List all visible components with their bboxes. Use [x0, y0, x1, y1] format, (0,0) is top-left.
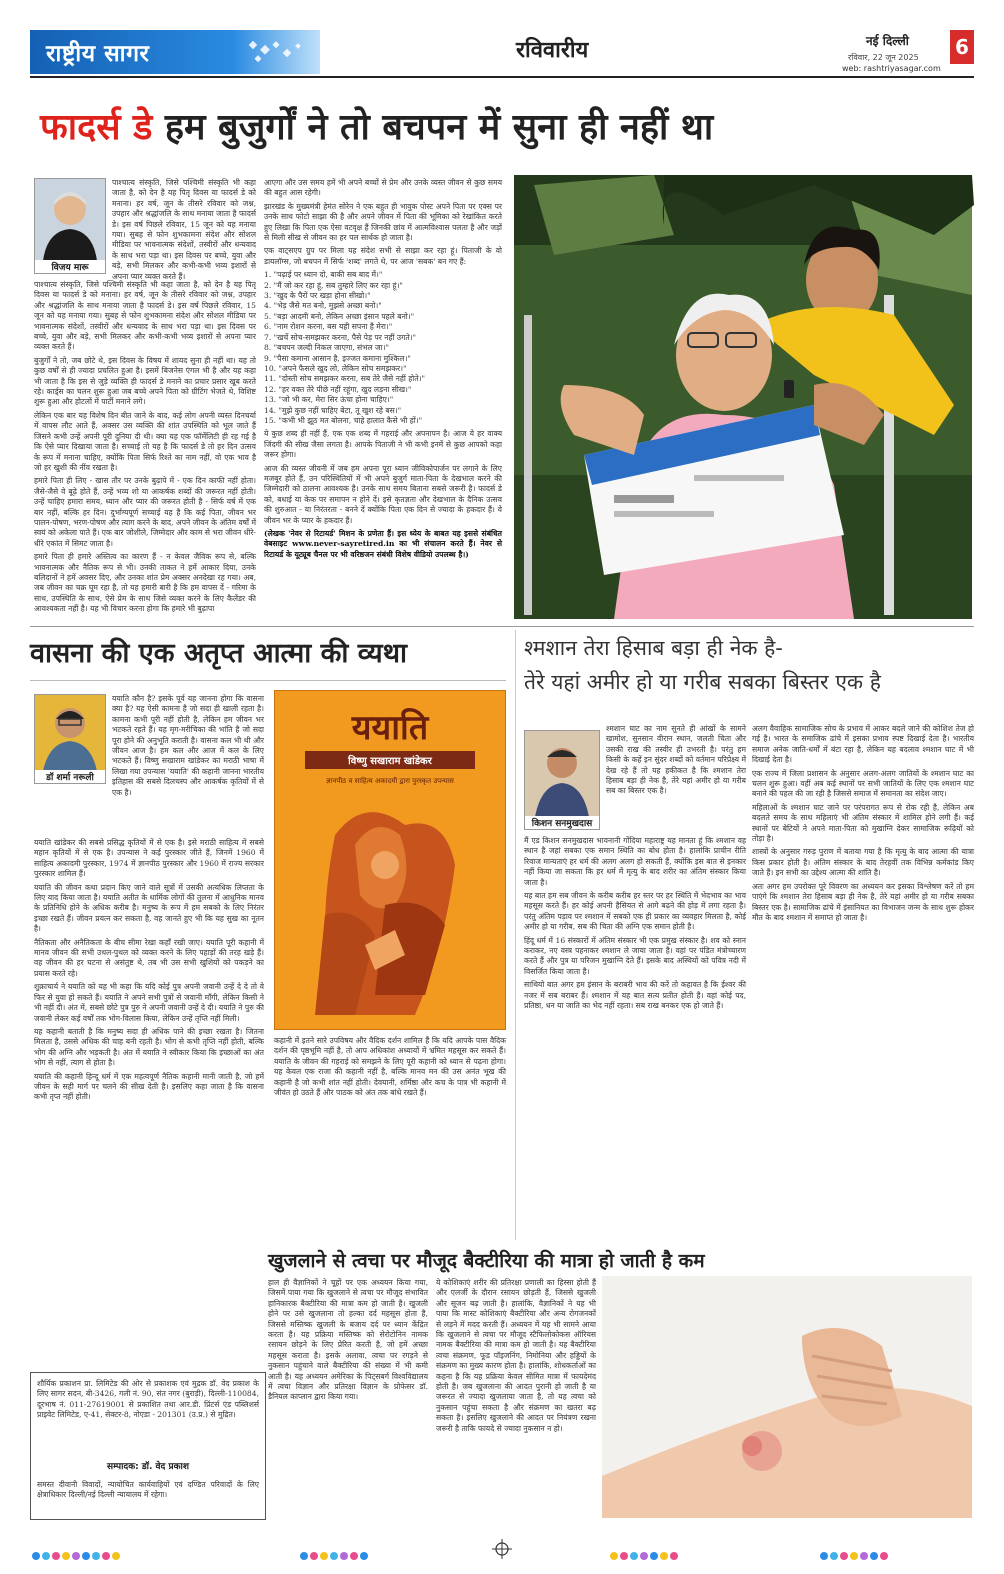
- itch-column1: हाल ही वैज्ञानिकों ने चूहों पर एक अध्ययन किया गया, जिसमें पाया गया कि खुजलाने से त्वचा पर मौजूद संभावित हानिकारक बैक्टीरिया की मात्रा कम हो जाती है। खुजली होने पर उसे खुजलाना तो हल्का दर्द महसूस होता है, जिससे मस्तिष्क खुजली के बजाय दर्द पर ध्यान केंद्रित करता है। यह प्रक्रिया मस्तिष्क को सेरोटोनिन नामक रसायन छोड़ने के लिए प्रेरित करती है, जो हमें अच्छा महसूस कराता है। इसके अलावा, त्वचा पर रगड़ने से नुकसान पहुंचाने वाले बैक्टीरिया की संख्या में भी कमी आती है। यह अध्ययन अमेरिका के पिट्सबर्ग विश्वविद्यालय में त्वचा विज्ञान और प्रतिरक्षा विज्ञान के प्रोफेसर डॉ. डैनियल काप्लान द्वारा किया गया।: [268, 1278, 428, 1402]
- paragraph: पाश्चात्य संस्कृति, जिसे पश्चिमी संस्कृति भी कहा जाता है, को देन है यह पितृ दिवस या फादर्स डे को मनाना। हर वर्ष, जून के तीसरे रविवार को जश्न, उपहार और श्रद्धांजलि के साथ मनाया जाता है फादर्स डे। इस वर्ष पिछले रविवार, 15 जून को यह मनाया गया। सुबह से फोन शुभकामना संदेश और सोशल मीडिया पर भावनात्मक संदेशों, तस्वीरों और धन्यवाद के साथ भरा पड़ा था। इस दिवस पर बच्चे, युवा और बड़े, सभी मिलकर और कभी-कभी भव्य इशारों से अपना प्यार व्यक्त करते हैं।: [112, 178, 256, 281]
- list-item: 12. "हर वक्त तेरे पीछे नहीं रहूंगा, खुद लड़ना सीख।": [264, 384, 412, 394]
- disclaimer: समस्त दीवानी विवादों, न्यायोचित कार्यवाहियों एवं दण्डित परिवादों के लिए क्षेत्राधिकार दिल्ली/नई दिल्ली न्यायालय में रहेगा।: [37, 1480, 259, 1500]
- author-caption: किशन सनमुखदास: [525, 816, 599, 829]
- headline-dark-part: हम बुजुर्गों ने तो बचपन में सुना ही नहीं था: [164, 107, 714, 148]
- paragraph: ययाति खांडेकर की सबसे प्रसिद्ध कृतियों में से एक है। इसे मराठी साहित्य में सबसे महान कृतियों में से एक है। उपन्यास ने कई पुरस्कार जीते हैं, जिनमें 1960 में साहित्य अकादमी पुरस्कार, 1974 में ज्ञानपीठ पुरस्कार और 1960 में राज्य सरकार पुरस्कार शामिल हैं।: [34, 838, 264, 879]
- list-item: 4. "भेड़ जैसे मत बनो, मुझसे अच्छा बनो।": [264, 301, 382, 311]
- yayati-book-cover: [274, 690, 506, 1030]
- section-divider: [30, 626, 974, 627]
- fathers-day-headline: [40, 100, 970, 156]
- yayati-intro: ययाति कौन है? इसके पूर्व यह जानना होगा कि वासना क्या है? यह ऐसी कामना है जो सदा ही खाली रहता है। कामना कभी पूरी नहीं होती है, लेकिन हम जीवन भर भटकते रहते हैं। यह मृग-मरीचिका की भांति है जो सदा पूरा होने की अनुभूति कराती है। वासना कल भी थी और जीवन आज है। हम कल और आज में कल के लिए भटकते हैं। विष्णु सखाराम खांडेकर का मराठी भाषा में लिखा गया उपन्यास 'ययाति' की कहानी जानना भारतीय इतिहास की सबसे दिलचस्प और आकर्षक कृतियों में से एक है।: [112, 694, 264, 797]
- paragraph: मैं एड किशन सनमुखदास भावनानी गोंदिया महाराष्ट्र यह मानता हूं कि श्मशान वह स्थान है जहां सबका एक समान स्थिति का बोध होता है। हालांकि प्राचीन रीति रिवाज मान्यताएं हर धर्म की अलग अलग हो सकती हैं, क्योंकि इस बात से इनकार नहीं किया जा सकता कि हर धर्म में मृत्यु के बाद शरीर का अंतिम संस्कार किया जाता है।: [524, 836, 746, 887]
- paragraph: एक राज्य में जिला प्रशासन के अनुसार अलग-अलग जातियों के श्मशान घाट का चलन शुरू हुआ। वहीं अब कई स्थानों पर सभी जातियों के लिए एक श्मशान घाट बनाने की पहल की जा रही है जिससे समाज में समानता का संदेश जाए।: [752, 768, 974, 799]
- author-caption: विजय मारू: [35, 260, 105, 273]
- page-number-badge: 6: [950, 30, 974, 64]
- masthead-city: नई दिल्ली: [866, 34, 909, 48]
- vertical-rule: [515, 630, 516, 1240]
- paragraph: ये कुछ शब्द ही नहीं हैं, एक एक शब्द में गहराई और अपनापन है। आज ये हर वाक्य जिंदगी की सीख जैसा लगता है। आपके पिताजी ने भी कभी इनमें से कुछ आपको कहा जरूर होगा।: [264, 429, 502, 460]
- paragraph: ययाति की जीवन कथा प्रदान किए जाने वाले सूत्रों में उसकी अत्यधिक लिप्तता के लिए याद किया जाता है। ययाति अतीत के धार्मिक लोगों की तुलना में आधुनिक मानव के प्रतिनिधि होने के अधिक करीब है। मनुष्य के रूप में हम सबको के लिए निरंतर इच्छा रखते हैं। जीवन प्रयत्न कर सकता है, वह जानते हुए भी कि यह सुख का नूतन है।: [34, 882, 264, 934]
- author-caption: डॉ शर्मा नरूली: [35, 770, 105, 783]
- father-son-photo: [514, 175, 972, 619]
- shamshan-column1: [524, 836, 746, 1240]
- paragraph: अतः अगर हम उपरोक्त पूरे विवरण का अध्ययन कर इसका विश्लेषण करें तो हम पाएंगे कि श्मशान तेरा हिसाब बड़ा ही नेक है, तेरे यहां अमीर हो या गरीब सबका बिस्तर एक है। सामाजिक ढांचे में इंसानियत का विभाजन जन्म के साथ शुरू होकर मौत के बाद श्मशान में समाप्त हो जाता है।: [752, 881, 974, 922]
- article1-column2: [264, 178, 502, 620]
- masthead-rule: [30, 76, 974, 78]
- masthead: [30, 30, 974, 74]
- list-item: 6. "नाम रोशन करना, बस यही सपना है मेरा।": [264, 322, 393, 332]
- itch-headline: खुजलाने से त्वचा पर मौजूद बैक्टीरिया की मात्रा हो जाती है कम: [268, 1250, 705, 1272]
- paragraph: यह कहानी बताती है कि मनुष्य सदा ही अधिक पाने की इच्छा रखता है। जितना मिलता है, उससे अधिक की चाह बनी रहती है। भोग से कभी तृप्ति नहीं होती, बल्कि भोग की अग्नि और भड़कती है। अंत में ययाति ने स्वीकार किया कि इच्छाओं का अंत भोग से नहीं, त्याग से होता है।: [34, 1026, 264, 1068]
- paragraph: शुक्राचार्य ने ययाति को यह भी कहा कि यदि कोई पुत्र अपनी जवानी उन्हें दे दे तो वे फिर से युवा हो सकते हैं। ययाति ने अपने सभी पुत्रों से जवानी माँगी, लेकिन किसी ने भी नहीं दी। अंत में, सबसे छोटे पुत्र पुरु ने अपनी जवानी उन्हें दे दी। ययाति ने पुरु की जवानी लेकर कई वर्षों तक भोग-विलास किया, लेकिन उन्हें तृप्ति नहीं मिली।: [34, 982, 264, 1023]
- paragraph: पाश्चात्य संस्कृति, जिसे पश्चिमी संस्कृति भी कहा जाता है, को देन है यह पितृ दिवस या फादर्स डे को मनाना। हर वर्ष, जून के तीसरे रविवार को जश्न, उपहार और श्रद्धांजलि के साथ मनाया जाता है फादर्स डे। इस वर्ष पिछले रविवार, 15 जून को यह मनाया गया। सुबह से फोन शुभकामना संदेश और सोशल मीडिया पर भावनात्मक संदेशों, तस्वीरों और धन्यवाद के साथ भरा पड़ा था। इस दिवस पर बच्चे, युवा और बड़े, सभी मिलकर और कभी-कभी भव्य इशारों से अपना प्यार व्यक्त करते हैं।: [34, 280, 256, 352]
- list-item: 3. "खुद के पैरों पर खड़ा होना सीखो।": [264, 291, 371, 301]
- list-item: 15. "कभी भी झूठ मत बोलना, चाहे हालात कैसे भी हों।": [264, 415, 423, 425]
- yayati-body: [34, 838, 264, 1364]
- list-item: 11. "दोस्ती सोच समझकर करना, सब तेरे जैसे नहीं होते।": [264, 374, 425, 384]
- paragraph: श्मशान घाट का नाम सुनते ही आंखों के सामने खामोश, सुनसान वीरान स्थान, जलती चिता और उसकी राख की तस्वीर ही उभरती है। परंतु हम किसी के कहें इन सुंदर शब्दों को वर्तमान परिप्रेक्ष्य में देख रहे हैं तो यह हकीकत है कि श्मशान तेरा हिसाब बड़ा ही नेक है, तेरे यहां अमीर हो या गरीब सब का बिस्तर एक है।: [606, 724, 746, 796]
- paragraph: शास्त्रों के अनुसार गरुड़ पुराण में बताया गया है कि मृत्यु के बाद आत्मा की यात्रा किस प्रकार होती है। अंतिम संस्कार के बाद तेरहवीं तक विभिन्न कर्मकांड किए जाते हैं। इन सभी का उद्देश्य आत्मा की शांति है।: [752, 847, 974, 878]
- yayati-headline: वासना की एक अतृप्त आत्मा की व्यथा: [30, 638, 407, 669]
- imprint-text: शौर्यिक प्रकाशन प्रा. लिमिटेड की ओर से प्रकाशक एवं मुद्रक डॉ. वेद प्रकाश के लिए सागर सदन, बी-3426, गली नं. 90, संत नगर (बुराड़ी), दिल्ली-110084, दूरभाष नं. 011-27619001 से प्रकाशित तथा आर.डी. प्रिंटर्स एंड पब्लिशर्स प्राइवेट लिमिटेड, ए-41, सेक्टर-8, नोएडा - 201301 (उ.प्र.) से मुद्रित।: [37, 1379, 259, 1420]
- book-author: विष्णु सखाराम खांडेकर: [348, 756, 432, 767]
- footer-dots-center: [300, 1545, 370, 1564]
- author-note: (लेखक 'नेवर से रिटायर्ड' मिशन के प्रणेता हैं। इस ध्येय के बाबत यह इससे संबंधित वेबसाइट www.never-sayretired.in का भी संचालन करते हैं। नेवर से रिटायर्ड के यूट्यूब चैनल पर भी वरिष्ठजन संबंधी विशेष वीडियो उपलब्ध है।): [264, 529, 502, 559]
- shamshan-headline-line1: श्मशान तेरा हिसाब बड़ा ही नेक है-: [524, 636, 783, 660]
- itch-column2: ये कोशिकाएं शरीर की प्रतिरक्षा प्रणाली का हिस्सा होती हैं और एलर्जी के दौरान रसायन छोड़ती हैं, जिससे खुजली और सूजन बढ़ जाती है। हालांकि, वैज्ञानिकों ने यह भी पाया कि मास्ट कोशिकाएं बैक्टीरिया और अन्य रोगजनकों से लड़ने में मदद करती हैं। अध्ययन में यह भी सामने आया कि खुजलाने से त्वचा पर मौजूद स्टैफिलोकोकस ऑरियस नामक बैक्टीरिया की मात्रा कम हो जाती है। यह बैक्टीरिया त्वचा संक्रमण, फूड पॉइजनिंग, निमोनिया और हड्डियों के संक्रमण का मुख्य कारण होता है। हालांकि, शोधकर्ताओं का कहना है कि यह प्रक्रिया केवल सीमित मात्रा में फायदेमंद होती है। जब खुजलाना की आदत पुरानी हो जाती है या जरूरत से ज्यादा खुजलाया जाता है, तो यह त्वचा को नुकसान पहुंचा सकता है और संक्रमण का खतरा बढ़ सकता है। इसलिए खुजलाने की आदत पर नियंत्रण रखना जरूरी है ताकि फायदे से ज्यादा नुकसान न हो।: [436, 1278, 596, 1433]
- author-photo-yayati-reviewer: [34, 694, 106, 784]
- masthead-section-name: रविवारीय: [516, 38, 589, 63]
- list-item: 13. "जो भी कर, मेरा सिर ऊंचा होना चाहिए।": [264, 395, 394, 405]
- paragraph: बुजुर्गों ने तो, जब छोटे थे, इस दिवस के विषय में शायद सुना ही नहीं था। यह तो कुछ वर्षों से ही ज्यादा प्रचलित हुआ है। इसमें बिजनेस एंगल भी है और यह कहा भी जाता है कि इस से जुड़े व्यक्ति ही फादर्स डे मनाने का प्रचार प्रसार खूब करते रहे। कार्ड्स का चलन शुरू हुआ जब बच्चे अपने पिता को ग्रीटिंग भेजते थे, विशिष्ट शुरू हुआ और होटलों में पार्टी मनाने लगे।: [34, 355, 256, 407]
- paragraph: आएगा और उस समय हमें भी अपने बच्चों से प्रेम और उनके व्यस्त जीवन से कुछ समय की बहुत आस रहेगी।: [264, 178, 502, 198]
- shamshan-column2: [752, 724, 974, 1240]
- masthead-brand-band: [30, 30, 320, 74]
- paragraph: नैतिकता और अनैतिकता के बीच सीमा रेखा कहाँ रखी जाए। ययाति पूरी कहानी में मानव जीवन की सभी उथल-पुथल को व्यक्त करने के लिए पहाड़ों की तरह खड़े हैं। वह जीवन की हर घटना से असंतुष्ट थे, तब भी उस सभी खुशियों को पकड़ने का प्रयास करते रहे।: [34, 937, 264, 978]
- list-item: 7. "खर्चे सोच-समझकर करना, पैसे पेड़ पर नहीं उगते।": [264, 332, 417, 342]
- shamshan-column1-top: [606, 724, 746, 834]
- shamshan-headline-line2: तेरे यहां अमीर हो या गरीब सबका बिस्तर एक है: [524, 670, 881, 694]
- paragraph: एक वाट्सएप ग्रुप पर मिला यह संदेश सभी से साझा कर रहा हूं। पिताजी के वो डायलॉग्स, जो बचपन में सिर्फ 'शब्द' लगते थे, पर आज 'सबक' बन गए हैं:: [264, 246, 502, 266]
- registration-mark-icon: [492, 1539, 512, 1563]
- masthead-web: web: rashtriyasagar.com: [842, 64, 941, 73]
- itching-arm-photo: [602, 1276, 972, 1518]
- paragraph: हमारे पिता ही लिए - खास तौर पर उनके बुढ़ापे में - एक दिन काफी नहीं होता। जैसे-जैसे वे बूढ़े होते हैं, उन्हें भव्य शो या आकर्षक शब्दों की जरूरत नहीं होती। उन्हें चाहिए हमारा समय, ध्यान और प्यार की जरूरत होती है - सिर्फ वर्ष में एक बार नहीं, बल्कि हर दिन। दुर्भाग्यपूर्ण सच्चाई यह है कि कई पिता, जीवन भर पालन-पोषण, भरण-पोषण और त्याग करने के बाद, अपने जीवन के अंतिम वर्षों में स्वयं को अकेला पाते हैं। एक बार जोशीले, जिम्मेदार और काम से भरा जीवन धीरे-धीरे एकांत में सिमट जाता है।: [34, 476, 256, 548]
- author-photo-vijay-maru: [34, 178, 106, 274]
- list-item: 9. "पैसा कमाना आसान है, इज्जत कमाना मुश्किल।": [264, 353, 411, 363]
- imprint-box: [30, 1372, 266, 1520]
- dialogue-list: [264, 270, 502, 426]
- author-photo-kishan: [524, 730, 600, 830]
- paragraph: हमारे पिता ही हमारे अस्तित्व का कारण हैं - न केवल जैविक रूप से, बल्कि भावनात्मक और नैतिक रूप से भी। उनकी ताकत ने हमें आकार दिया, उनके बलिदानों ने हमें अवसर दिए, और उनका शांत प्रेम अक्सर अनदेखा रह गया। अब, जब जीवन का चक्र घूम रहा है, तो यह हमारी बारी है कि हम वापस दें - गरिमा के साथ, उपस्थिति के साथ, ऐसे प्रेम के साथ जिसे व्यक्त करने के लिए कैलेंडर की आवश्यकता नहीं है। यह भी विचार करना होगा कि हमारे भी बुढ़ापा: [34, 552, 256, 614]
- headline-underline: [30, 680, 506, 681]
- paragraph: साथियो बात अगर हम इंसान के बराबरी भाव की करें तो कहावत है कि ईश्वर की नजर में सब बराबर हैं। श्मशान में यह बात सत्य प्रतीत होती है। वहां कोई पद, प्रतिष्ठा, धन या जाति का भेद नहीं रहता। सब राख बनकर एक हो जाते हैं।: [524, 980, 746, 1011]
- paragraph: यह बात हम सब जीवन के करीब करीब हर स्तर पर हर स्थिति में भेदभाव का भाव महसूस करते हैं। हर कोई अपनी हैसियत से आगे बढ़ने की होड़ में लगा रहता है। परंतु अंतिम पड़ाव पर श्मशान में सबको एक ही प्रकार का व्यवहार मिलता है, कोई अमीर हो या गरीब, सब की चिता की अग्नि एक समान होती है।: [524, 891, 746, 932]
- masthead-diamond-pattern: [240, 36, 310, 68]
- footer-dots-left: [32, 1545, 122, 1564]
- yayati-mid-text: कहानी में इतने सारे उपविषय और वैदिक दर्शन शामिल हैं कि यदि आपके पास वैदिक दर्शन की पृष्ठभूमि नहीं है, तो आप अधिकांश अध्यायों में भ्रमित महसूस कर सकते हैं। ययाति के जीवन की गहराई को समझने के लिए पूरी कहानी को ध्यान से पढ़ना होगा। यह केवल एक राजा की कहानी नहीं है, बल्कि मानव मन की उस अनंत भूख की कहानी है जो कभी शांत नहीं होती। देवयानी, शर्मिष्ठा और कच के पात्र भी कहानी में जीवंत हो उठते हैं और पाठक को अंत तक बांधे रखते हैं।: [274, 1036, 506, 1098]
- paragraph: ययाति की कहानी हिन्दू धर्म में एक महत्वपूर्ण नैतिक कहानी मानी जाती है, जो हमें जीवन के सही मार्ग पर चलने की सीख देती है। इसलिए कहा जाता है कि वासना कभी तृप्त नहीं होती।: [34, 1071, 264, 1102]
- list-item: 10. "अपने फैसले खुद लो, लेकिन सोच समझकर।": [264, 363, 407, 373]
- list-item: 2. "मैं जो कर रहा हूं, सब तुम्हारे लिए कर रहा हूं।": [264, 280, 403, 290]
- headline-red-part: फादर्स डे: [40, 107, 153, 148]
- book-tagline: ज्ञानपीठ व साहित्य अकादमी द्वारा पुरस्कृत उपन्यास: [326, 777, 454, 785]
- footer-dots-mid-right: [610, 1545, 680, 1564]
- paragraph: आज की व्यस्त जीवनी में जब हम अपना पूरा ध्यान जीविकोपार्जन पर लगाने के लिए मजबूर होते हैं, उन परिस्थितियों में भी अपने बुजुर्ग माता-पिता के देखभाल करने की जिम्मेदारी को ठालना आवश्यक है। उनके साथ समय बिताना सबसे जरूरी है। फादर्स डे को, बधाई या केक पर समापन न होने दें। इसे कृतज्ञता और देखभाल के दैनिक उत्सव की शुरुआत - या निरंतरता - बनने दें क्योंकि पिता एक दिन से ज्यादा के हकदार हैं। वे जीवन भर के प्यार के हकदार हैं।: [264, 463, 502, 525]
- book-illustration: [295, 795, 487, 1025]
- masthead-date: रविवार, 22 जून 2025: [848, 53, 919, 62]
- masthead-logo: राष्ट्रीय सागर: [46, 41, 150, 67]
- list-item: 1. "पढ़ाई पर ध्यान दो, बाकी सब बाद में।": [264, 270, 383, 280]
- paragraph: महिलाओं के श्मशान घाट जाने पर परंपरागत रूप से रोक रही है, लेकिन अब बदलते समय के साथ महिलाएं भी अंतिम संस्कार में शामिल होने लगी हैं। कई स्थानों पर बेटियों ने अपने माता-पिता को मुखाग्नि देकर सामाजिक रूढ़ियों को तोड़ा है।: [752, 802, 974, 844]
- book-title: ययाति: [351, 708, 429, 748]
- article1-column1-top: [112, 178, 256, 281]
- paragraph: लेकिन एक बार यह विशेष दिन बीत जाने के बाद, कई लोग अपनी व्यस्त दिनचर्या में वापस लौट आते हैं, अक्सर उस व्यक्ति की शांत उपस्थिति को भूल जाते हैं जिसने कभी उन्हें अपनी पूरी दुनिया दी थी। क्या यह एक फॉर्मेलिटी ही रह गई है कि ऐसे प्यार दिखाया जाता है। सच्चाई तो यह है कि फादर्स डे तो हर दिन उत्सव के रूप में मनाना चाहिए, क्योंकि पिता सिर्फ रिश्ते का नाम नहीं, वो एक भाव है जो हर खुशी की नींव रखता है।: [34, 410, 256, 472]
- paragraph: अलग वैवाहिक सामाजिक सोच के प्रभाव में आकर बदले जाने की कोशिश तेज हो गई है। भारत के समाजिक ढांचे में इसका प्रभाव स्पष्ट दिखाई देता है। भारतीय समाज अनेक जाति-धर्मों में बंटा रहा है, लेकिन यह बदलाव श्मशान घाट में भी दिखाई देता है।: [752, 724, 974, 765]
- article1-column1: [34, 280, 256, 618]
- paragraph: झारखंड के मुख्यमंत्री हेमंत सोरेन ने एक बहुत ही भावुक पोस्ट अपने पिता पर एक्स पर उनके साथ फोटो साझा की है और अपने जीवन में पिता की भूमिका को रेखांकित करते हुए लिखा कि पिता एक ऐसा वटवृक्ष हैं जिनकी छांव में आत्मविश्वास पलता है और जड़ों से मिली सीख से जीवन का हर पल सार्थक हो जाता है।: [264, 201, 502, 243]
- editor-line: सम्पादक: डॉ. वेद प्रकाश: [107, 1462, 189, 1472]
- list-item: 14. "मुझे कुछ नहीं चाहिए बेटा, तू खुश रहे बस।": [264, 405, 402, 415]
- list-item: 8. "बचपन जल्दी निकल जाएगा, संभल जा।": [264, 343, 390, 353]
- paragraph: हिंदू धर्म में 16 संस्कारों में अंतिम संस्कार भी एक प्रमुख संस्कार है। शव को स्नान कराकर, नए वस्त्र पहनाकर श्मशान ले जाया जाता है। वहां पर पंडित मंत्रोच्चारण करते हैं और पुत्र या परिजन मुखाग्नि देते हैं। इसके बाद अस्थियों को पवित्र नदी में विसर्जित किया जाता है।: [524, 935, 746, 976]
- list-item: 5. "बड़ा आदमी बनो, लेकिन अच्छा इंसान पहले बनो।": [264, 311, 415, 321]
- footer-dots-right: [820, 1545, 890, 1564]
